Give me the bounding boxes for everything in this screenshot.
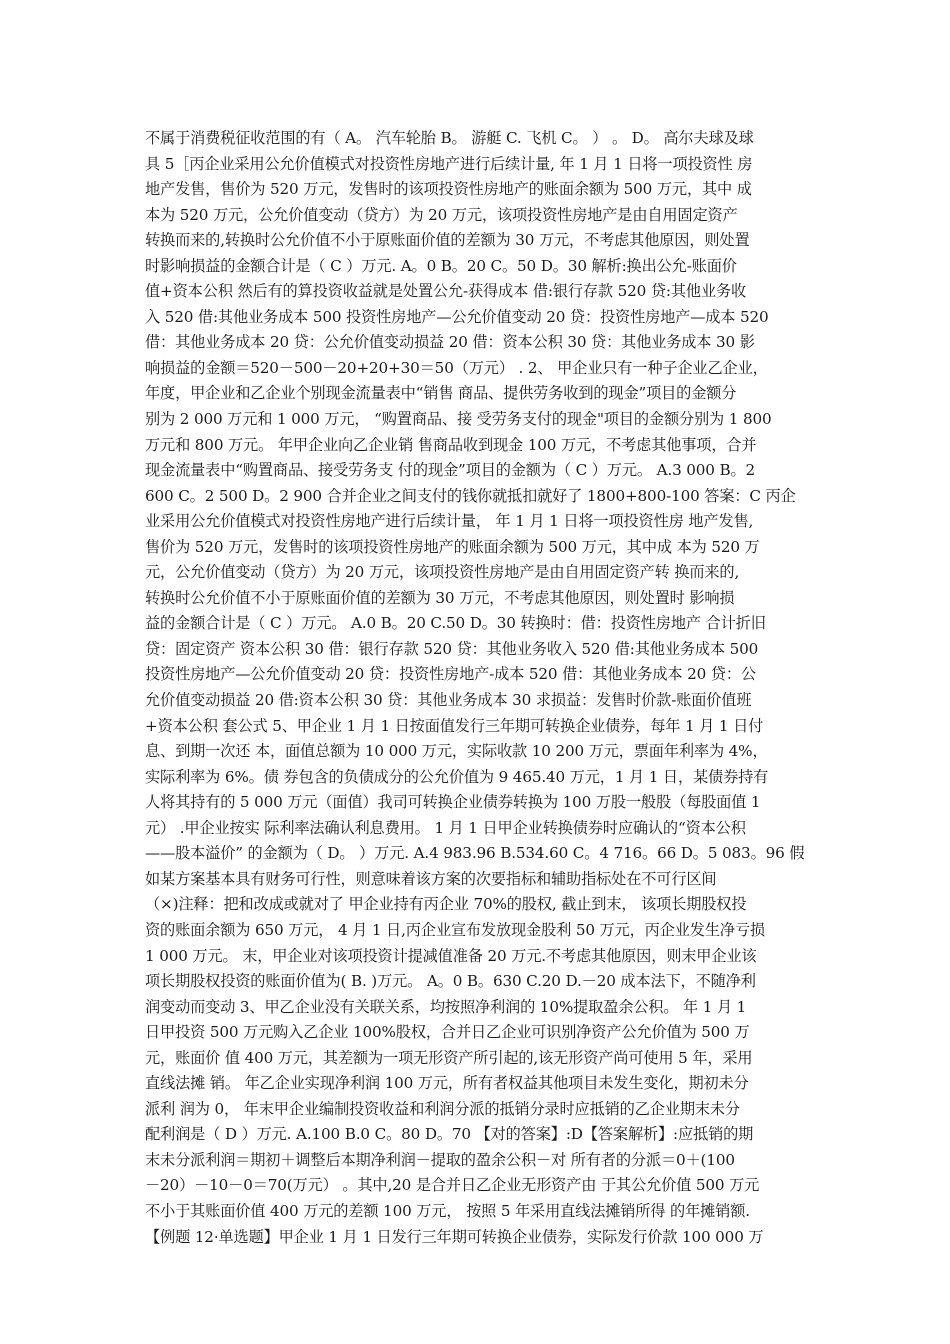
text-line: +资本公积 套公式 5、甲企业 1 月 1 日按面值发行三年期可转换企业债券，每年 1 月 1 日付	[145, 716, 764, 735]
text-line: 元，公允价值变动（贷方）为 20 万元，该项投资性房地产是由自用固定资产转 换而来的,	[145, 563, 740, 582]
text-line: 如某方案基本具有财务可行性，则意味着该方案的次要指标和辅助指标处在不可行区间	[145, 869, 717, 888]
text-line: 资的账面余额为 650 万元， 4 月 1 日,丙企业宣布发放现金股利 50 万元，丙企业发生净亏损	[145, 920, 765, 939]
text-line: 地产发售，售价为 520 万元，发售时的该项投资性房地产的账面余额为 500 万元，其中 成	[145, 180, 752, 199]
document-body	[145, 126, 808, 1250]
text-line: 配利润是（ D ）万元. A.100 B.0 C。80 D。70 【对的答案】:D【答案解析】:应抵销的期	[145, 1125, 754, 1144]
text-line: 入 520 借:其他业务成本 500 投资性房地产—公允价值变动 20 贷：投资性房地产—成本 520	[145, 307, 769, 326]
text-line: 不小于其账面价值 400 万元的差额 100 万元， 按照 5 年采用直线法摊销所得 的年摊销额.	[145, 1201, 750, 1220]
text-line: ——股本溢价” 的金额为（ D。 ）万元. A.4 983.96 B.534.60 C。4 716。66 D。5 083。96 假	[145, 844, 805, 863]
text-line: 元） .甲企业按实 际利率法确认利息费用。 1 月 1 日甲企业转换债券时应确认的“资本公积	[145, 818, 746, 837]
text-line: －20）－10－0＝70(万元） 。其中,20 是合并日乙企业无形资产由 于其公允价值 500 万元	[145, 1176, 760, 1195]
text-line: 允价值变动损益 20 借:资本公积 30 贷：其他业务成本 30 求损益：发售时价款-账面价值班	[145, 691, 752, 710]
text-line: 值+资本公积 然后有的算投资收益就是处置公允-获得成本 借:银行存款 520 贷:其他业务收	[145, 282, 747, 301]
text-line: 现金流量表中“购置商品、接受劳务支 付的现金”项目的金额为（ C ）万元。 A.3 000 B。2	[145, 461, 756, 480]
text-line: 转换而来的,转换时公允价值不小于原账面价值的差额为 30 万元，不考虑其他原因，则处置	[145, 231, 750, 250]
text-line: 售价为 520 万元，发售时的该项投资性房地产的账面余额为 500 万元，其中成 本为 520 万	[145, 537, 760, 556]
text-line: 不属于消费税征收范围的有（ A。 汽车轮胎 B。 游艇 C. 飞机 C。 ） 。 D。 高尔夫球及球	[145, 129, 754, 147]
text-line: 年度，甲企业和乙企业个别现金流量表中“销售 商品、提供劳务收到的现金”项目的金额分	[145, 384, 737, 403]
text-line: 直线法摊 销。 年乙企业实现净利润 100 万元，所有者权益其他项目未发生变化，期初未分	[145, 1074, 749, 1093]
text-line: 元，账面价 值 400 万元，其差额为一项无形资产所引起的,该无形资产尚可使用 5 年，采用	[145, 1048, 753, 1067]
text-line: 转换时公允价值不小于原账面价值的差额为 30 万元，不考虑其他原因，则处置时 影响损	[145, 588, 735, 607]
text-line: 本为 520 万元，公允价值变动（贷方）为 20 万元，该项投资性房地产是由自用固定资产	[145, 205, 738, 224]
text-line: 派利 润为 0， 年末甲企业编制投资收益和利润分派的抵销分录时应抵销的乙企业期末未分	[145, 1099, 740, 1118]
text-line: 时影响损益的金额合计是（ C ）万元. A。0 B。20 C。50 D。30 解析:换出公允-账面价	[145, 256, 737, 275]
text-line: 响损益的金额＝520－500－20+20+30＝50（万元） . 2、 甲企业只有一种子企业乙企业，	[145, 358, 768, 377]
text-line: 实际利率为 6%。债 券包含的负债成分的公允价值为 9 465.40 万元，1 月 1 日，某债券持有	[145, 767, 769, 786]
text-line: 万元和 800 万元。 年甲企业向乙企业销 售商品收到现金 100 万元，不考虑其他事项，合并	[145, 435, 757, 454]
text-line: 业采用公允价值模式对投资性房地产进行后续计量， 年 1 月 1 日将一项投资性房 地产发售,	[145, 512, 754, 531]
text-line: 项长期股权投资的账面价值为( B. )万元。 A。0 B。630 C.20 D.－20 成本法下，不随净利	[145, 972, 756, 991]
text-line: 具 5［丙企业采用公允价值模式对投资性房地产进行后续计量, 年 1 月 1 日将一项投资性 房	[145, 154, 753, 173]
text-line: 益的金额合计是（ C ）万元。 A.0 B。20 C.50 D。30 转换时：借：投资性房地产 合计折旧	[145, 614, 766, 633]
text-line: 【例题 12·单选题】甲企业 1 月 1 日发行三年期可转换企业债券，实际发行价款 100 000 万	[145, 1227, 764, 1246]
text-line: 息、到期一次还 本，面值总额为 10 000 万元，实际收款 10 200 万元，票面年利率为 4%，	[145, 742, 768, 761]
text-line: 投资性房地产—公允价值变动 20 贷：投资性房地产-成本 520 借：其他业务成本 20 贷：公	[145, 665, 756, 684]
text-line: 润变动而变动 3、甲乙企业没有关联关系，均按照净利润的 10%提取盈余公积。 年 1 月 1	[145, 997, 747, 1016]
text-line: 末未分派利润＝期初＋调整后本期净利润－提取的盈余公积－对 所有者的分派＝0＋(100	[145, 1150, 735, 1169]
text-line: 贷：固定资产 资本公积 30 借：银行存款 520 贷：其他业务收入 520 借:其他业务成本 500	[145, 639, 759, 658]
text-line: 借：其他业务成本 20 贷：公允价值变动损益 20 借：资本公积 30 贷：其他业务成本 30 影	[145, 333, 755, 352]
text-line: 别为 2 000 万元和 1 000 万元， “购置商品、接 受劳务支付的现金"项目的金额分别为 1 800	[145, 410, 772, 429]
text-line: 人将其持有的 5 000 万元（面值）我司可转换企业债券转换为 100 万股一般股（每股面值 1	[145, 793, 761, 812]
text-line: 日甲投资 500 万元购入乙企业 100%股权，合并日乙企业可识别净资产公允价值为 500 万	[145, 1023, 750, 1042]
text-line: （×)注释：把和改成或就对了 甲企业持有丙企业 70%的股权, 截止到末， 该项长期股权投	[145, 895, 747, 914]
text-line: 600 C。2 500 D。2 900 合并企业之间支付的钱你就抵扣就好了 1800+800-100 答案：C 丙企	[145, 486, 796, 505]
text-line: 1 000 万元。 末，甲企业对该项投资计提减值准备 20 万元.不考虑其他原因，则末甲企业该	[145, 946, 757, 965]
